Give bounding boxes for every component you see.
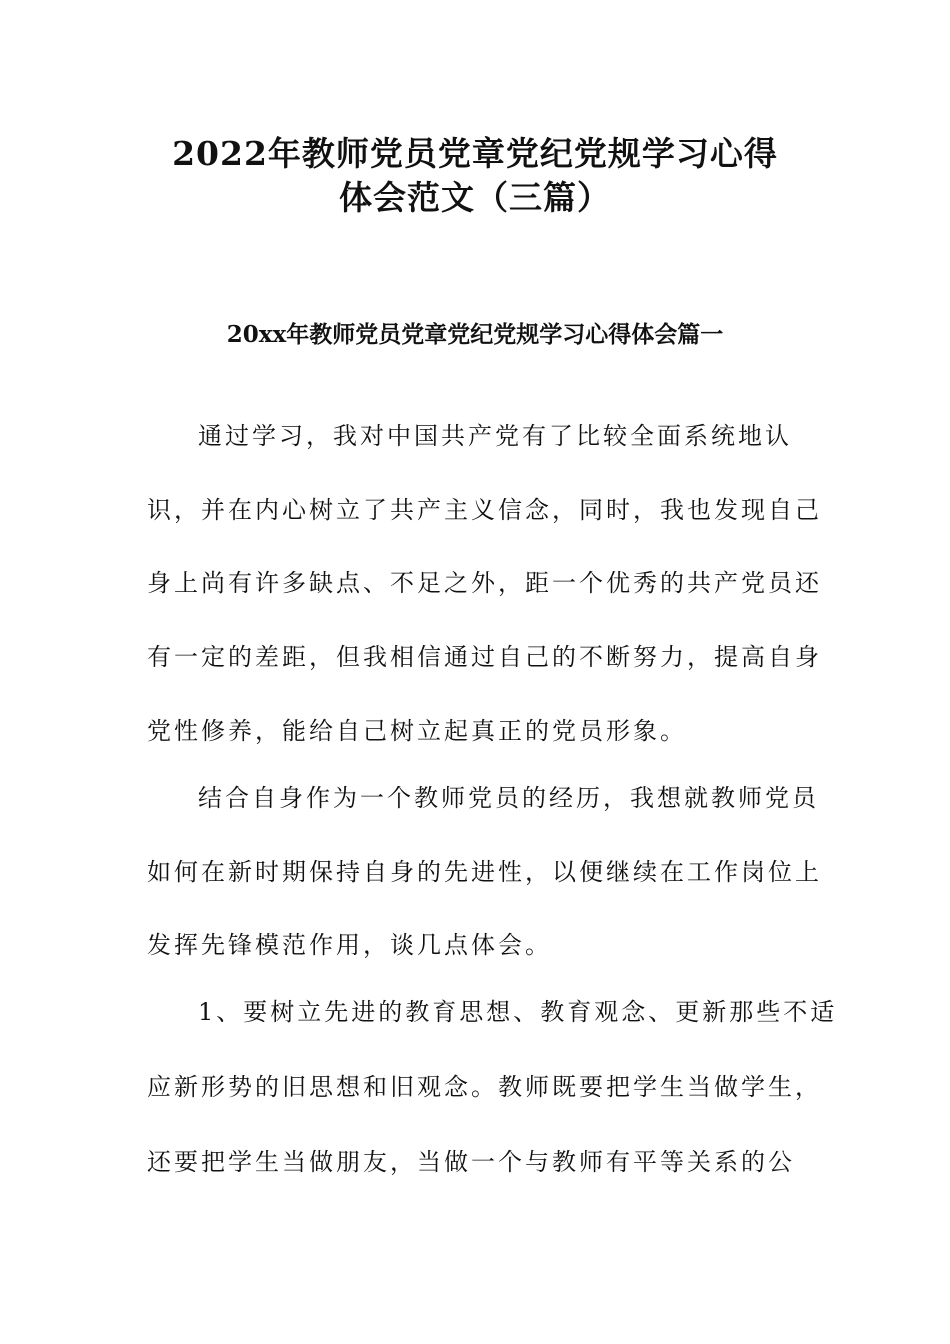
paragraph-3-line-1: 1、要树立先进的教育思想、教育观念、更新那些不适 xyxy=(198,998,838,1026)
paragraph-1-line-2: 识，并在内心树立了共产主义信念，同时，我也发现自己 xyxy=(147,496,822,524)
paragraph-3-line-2: 应新形势的旧思想和旧观念。教师既要把学生当做学生， xyxy=(147,1073,822,1101)
paragraph-1-line-1: 通过学习，我对中国共产党有了比较全面系统地认 xyxy=(198,422,792,450)
document-title-line-1: 2022年教师党员党章党纪党规学习心得 xyxy=(172,134,778,173)
paragraph-3-line-3: 还要把学生当做朋友，当做一个与教师有平等关系的公 xyxy=(147,1148,795,1176)
paragraph-1-line-5: 党性修养，能给自己树立起真正的党员形象。 xyxy=(147,717,687,745)
paragraph-2-line-1: 结合自身作为一个教师党员的经历，我想就教师党员 xyxy=(198,784,819,812)
paragraph-2-line-2: 如何在新时期保持自身的先进性，以便继续在工作岗位上 xyxy=(147,858,822,886)
paragraph-1-line-3: 身上尚有许多缺点、不足之外，距一个优秀的共产党员还 xyxy=(147,569,822,597)
section-heading: 20xx年教师党员党章党纪党规学习心得体会篇一 xyxy=(226,321,724,348)
document-title-line-2: 体会范文（三篇） xyxy=(339,178,611,217)
paragraph-1-line-4: 有一定的差距，但我相信通过自己的不断努力，提高自身 xyxy=(147,643,822,671)
paragraph-2-line-3: 发挥先锋模范作用，谈几点体会。 xyxy=(147,931,552,959)
